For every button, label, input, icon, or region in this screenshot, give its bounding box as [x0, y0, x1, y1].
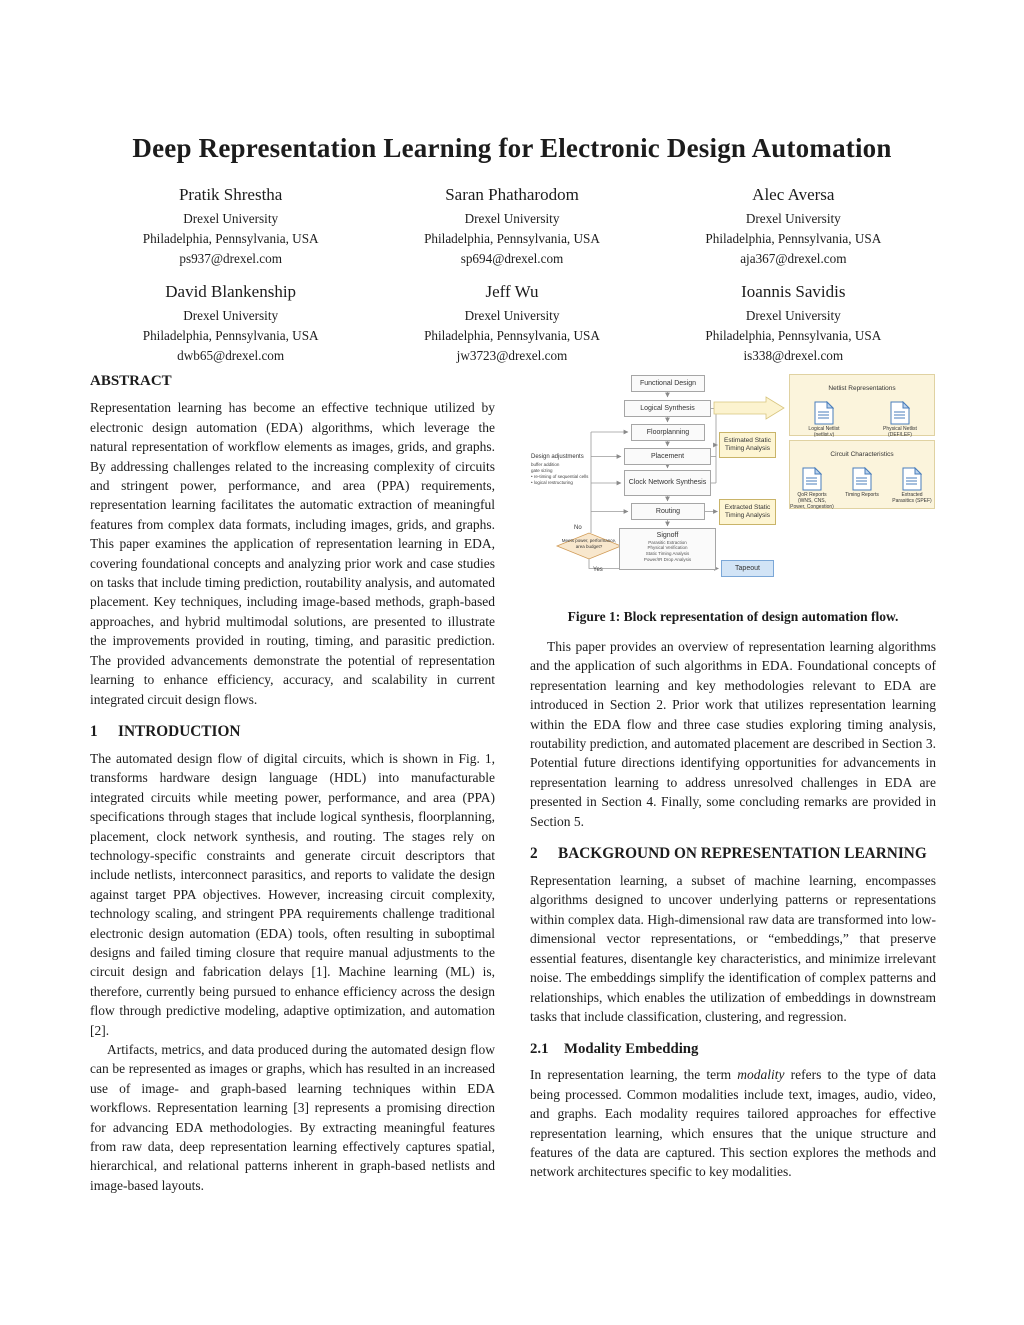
author-block [371, 281, 652, 366]
author-email: ps937@drexel.com [179, 251, 282, 266]
decision-yes-label: Yes [593, 567, 603, 573]
flow-box-tapeout: Tapeout [721, 560, 774, 577]
author-location: Philadelphia, Pennsylvania, USA [705, 231, 882, 246]
extracted-sta-box: Extracted Static Timing Analysis [719, 499, 776, 525]
flow-box-placement: Placement [624, 448, 711, 465]
document-icon [852, 467, 872, 491]
author-name: Saran Phatharodom [445, 185, 579, 204]
doc-caption: Timing Reports [845, 492, 879, 499]
author-name: Alec Aversa [752, 185, 835, 204]
modality-paragraph [530, 1065, 936, 1181]
document-icon [814, 401, 834, 425]
flow-box-signoff [619, 528, 716, 570]
design-adjustment-item: • re-timing of sequential cells [531, 473, 589, 479]
design-adjustments-heading: Design adjustments [531, 454, 584, 460]
abstract-text: Representation learning has become an effective technique utilized by electronic design automation (EDA) algorithms, which leverage the natural representation of workflow elements as images, grids, and graphs. By addressing challenges related to the increasing complexity of circuits and stringent power, performance, and area (PPA) requirements, representation learning facilitates the automatic extraction of meaningful features from complex data formats, including images, grids, and graphs. This paper examines the application of representation learning in EDA, covering foundational concepts and analyzing prior work and case studies on tasks that include timing prediction, routability analysis, and automated placement. Key techniques, including image-based methods, graph-based approaches, and hybrid multimodal solutions, are presented to illustrate the improvements provided in routing, timing, and parasitic prediction. The provided advancements demonstrate the potential of representation learning to enhance efficiency, accuracy, and scalability in current integrated circuit design flows. [90, 400, 495, 707]
signoff-step: Static Timing Analysis [645, 551, 690, 557]
doc-caption: Logical Netlist (netlist.v) [808, 426, 840, 439]
doc-caption: QoR Reports (WNS, CNS, Power, Congestion) [790, 492, 834, 511]
background-paragraph: Representation learning, a subset of machine learning, encompasses algorithms designed to uncover underlying patterns or representations within complex data. High-dimensional raw data are transformed into low-dimensional vector representations, or “embeddings,” that preserve essential features, disentangle key characteristics, and minimize irrelevant noise. The embeddings simplify the identification of complex patterns and relationships, which enables the utilization of embeddings in downstream tasks that include classification, clustering, and regression. [530, 873, 936, 1024]
author-name: Pratik Shrestha [178, 185, 283, 204]
author-email: jw3723@drexel.com [456, 348, 568, 363]
circuit-doc-item [840, 467, 884, 510]
netlist-doc-item [798, 401, 850, 438]
flow-box-routing: Routing [631, 503, 705, 520]
netlist-representations-panel [789, 374, 935, 439]
author-email: dwb65@drexel.com [177, 348, 285, 363]
author-name: Jeff Wu [485, 282, 539, 301]
author-location: Philadelphia, Pennsylvania, USA [142, 231, 319, 246]
section-number: 2 [530, 845, 538, 863]
document-icon [890, 401, 910, 425]
panel-items [790, 467, 934, 510]
author-affiliation: Drexel University [745, 308, 841, 323]
subsection-number: 2.1 [530, 1041, 549, 1058]
intro-paragraph-2: Artifacts, metrics, and data produced during the automated design flow can be represented as images or graphs, which has resulted in an increased use of image- and graph-based learning techniques within EDA workflows. Representation learning [3] represents a promising direction for advancing EDA methodologies. By extracting meaningful features from raw data, deep representation learning effectively captures spatial, hierarchical, and relational patterns inherent in graph-based netlists and image-based layouts. [90, 1042, 495, 1193]
estimated-sta-box: Estimated Static Timing Analysis [719, 432, 776, 458]
left-column [90, 372, 495, 1195]
signoff-step: Physical Verification [647, 545, 688, 551]
signoff-step: Power/IR Drop Analysis [643, 556, 692, 562]
circuit-characteristics-panel [789, 440, 935, 509]
panel-items [790, 401, 934, 438]
author-affiliation: Drexel University [464, 211, 560, 226]
flow-box-clock-network-synthesis: Clock Network Synthesis [624, 470, 711, 496]
design-adjustment-item: • logical restructuring [531, 479, 573, 485]
document-icon [902, 467, 922, 491]
signoff-step: Parasitic Extraction [648, 539, 687, 545]
figure-1-caption: Figure 1: Block representation of design automation flow. [567, 609, 899, 624]
abstract-heading: ABSTRACT [90, 373, 172, 389]
right-column [530, 372, 936, 1182]
author-location: Philadelphia, Pennsylvania, USA [424, 231, 600, 246]
design-adjustment-item: buffer addition [531, 461, 560, 467]
author-affiliation: Drexel University [183, 211, 279, 226]
section-title: INTRODUCTION [118, 722, 241, 740]
author-affiliation: Drexel University [464, 308, 560, 323]
section-heading-introduction [90, 722, 495, 742]
netlist-export-arrow [714, 397, 784, 419]
author-location: Philadelphia, Pennsylvania, USA [705, 328, 882, 343]
authors-row-1 [90, 184, 934, 269]
subsection-title: Modality Embedding [564, 1041, 699, 1058]
paper-title: Deep Representation Learning for Electronic Design Automation [132, 133, 892, 163]
author-email: is338@drexel.com [743, 348, 844, 363]
section-title: BACKGROUND ON REPRESENTATION LEARNING [558, 845, 927, 863]
flow-box-logical-synthesis: Logical Synthesis [624, 400, 711, 417]
netlist-doc-item [874, 401, 926, 438]
decision-no-label: No [574, 525, 582, 531]
author-block [653, 281, 934, 366]
author-location: Philadelphia, Pennsylvania, USA [142, 328, 319, 343]
flow-box-functional-design: Functional Design [631, 375, 705, 392]
subsection-heading-modality-embedding [530, 1039, 936, 1059]
modality-term-italic: modality [737, 1067, 785, 1083]
flow-box-floorplanning: Floorplanning [631, 424, 705, 441]
design-adjustment-item: gate sizing [531, 467, 553, 473]
signoff-title: Signoff [656, 532, 679, 539]
doc-caption: Physical Netlist (DEF/LEF) [883, 426, 917, 439]
author-email: aja367@drexel.com [740, 251, 847, 266]
author-block [90, 281, 371, 366]
circuit-doc-item [890, 467, 934, 510]
ppa-decision-label: Meets power, performance, area budget? [561, 538, 617, 549]
authors-row-2 [90, 281, 934, 366]
figure-1-design-flow-diagram [530, 372, 935, 600]
design-adjustments-note [531, 454, 593, 486]
modality-text-post: refers to the type of data being processed. Common modalities include text, images, audio, video, and graphs. Each modality requires tailored approaches for effective representation learning, which ensures that the unique structure and features of the data are captured. This section explores the methods and network architectures specific to key modalities. [530, 1067, 936, 1180]
section-heading-background [530, 844, 936, 864]
overview-paragraph: This paper provides an overview of representation learning algorithms and the application of such algorithms in EDA. Foundational concepts of representation learning and key methodologies relevant to EDA are introduced in Section 2. Prior work that utilizes representation learning within the EDA flow and three case studies exploring timing analysis, routability prediction, and automated placement are described in Section 3. Potential future directions identifying opportunities for advancements in representation learning to address unresolved challenges in EDA are presented in Section 4. Finally, some concluding remarks are provided in Section 5. [530, 639, 936, 829]
intro-paragraph-1: The automated design flow of digital circuits, which is shown in Fig. 1, transforms hardware design language (HDL) into manufacturable integrated circuits while meeting power, performance, and area (PPA) specifications through stages that include logical synthesis, floorplanning, placement, clock network synthesis, and routing. The stages rely on technology-specific constraints and generate circuit descriptors that include netlists, interconnect parasitics, and reports to validate the design against target PPA objectives. However, increasing circuit complexity, technology scaling, and stringent PPA requirements challenge traditional electronic design automation (EDA) tools, often resulting in suboptimal designs and failed timing closure that require manual adjustments to the circuit design and fabrication delays [1]. Machine learning (ML) is, therefore, currently being pursued to enhance efficiency across the design flow through predictive modeling, adaptive optimization, and automation [2]. [90, 750, 495, 1038]
author-block [653, 184, 934, 269]
author-location: Philadelphia, Pennsylvania, USA [424, 328, 600, 343]
panel-title: Circuit Characteristics [830, 451, 894, 458]
author-name: David Blankenship [165, 282, 297, 301]
section-number: 1 [90, 722, 98, 740]
author-block [371, 184, 652, 269]
circuit-doc-item [790, 467, 834, 510]
author-email: sp694@drexel.com [460, 251, 564, 266]
author-affiliation: Drexel University [745, 211, 841, 226]
modality-text-pre: In representation learning, the term [530, 1067, 738, 1083]
document-icon [802, 467, 822, 491]
author-block [90, 184, 371, 269]
author-affiliation: Drexel University [183, 308, 279, 323]
author-name: Ioannis Savidis [741, 282, 846, 301]
panel-title: Netlist Representations [828, 385, 896, 392]
doc-caption: Extracted Parasitics (SPEF) [892, 492, 932, 505]
